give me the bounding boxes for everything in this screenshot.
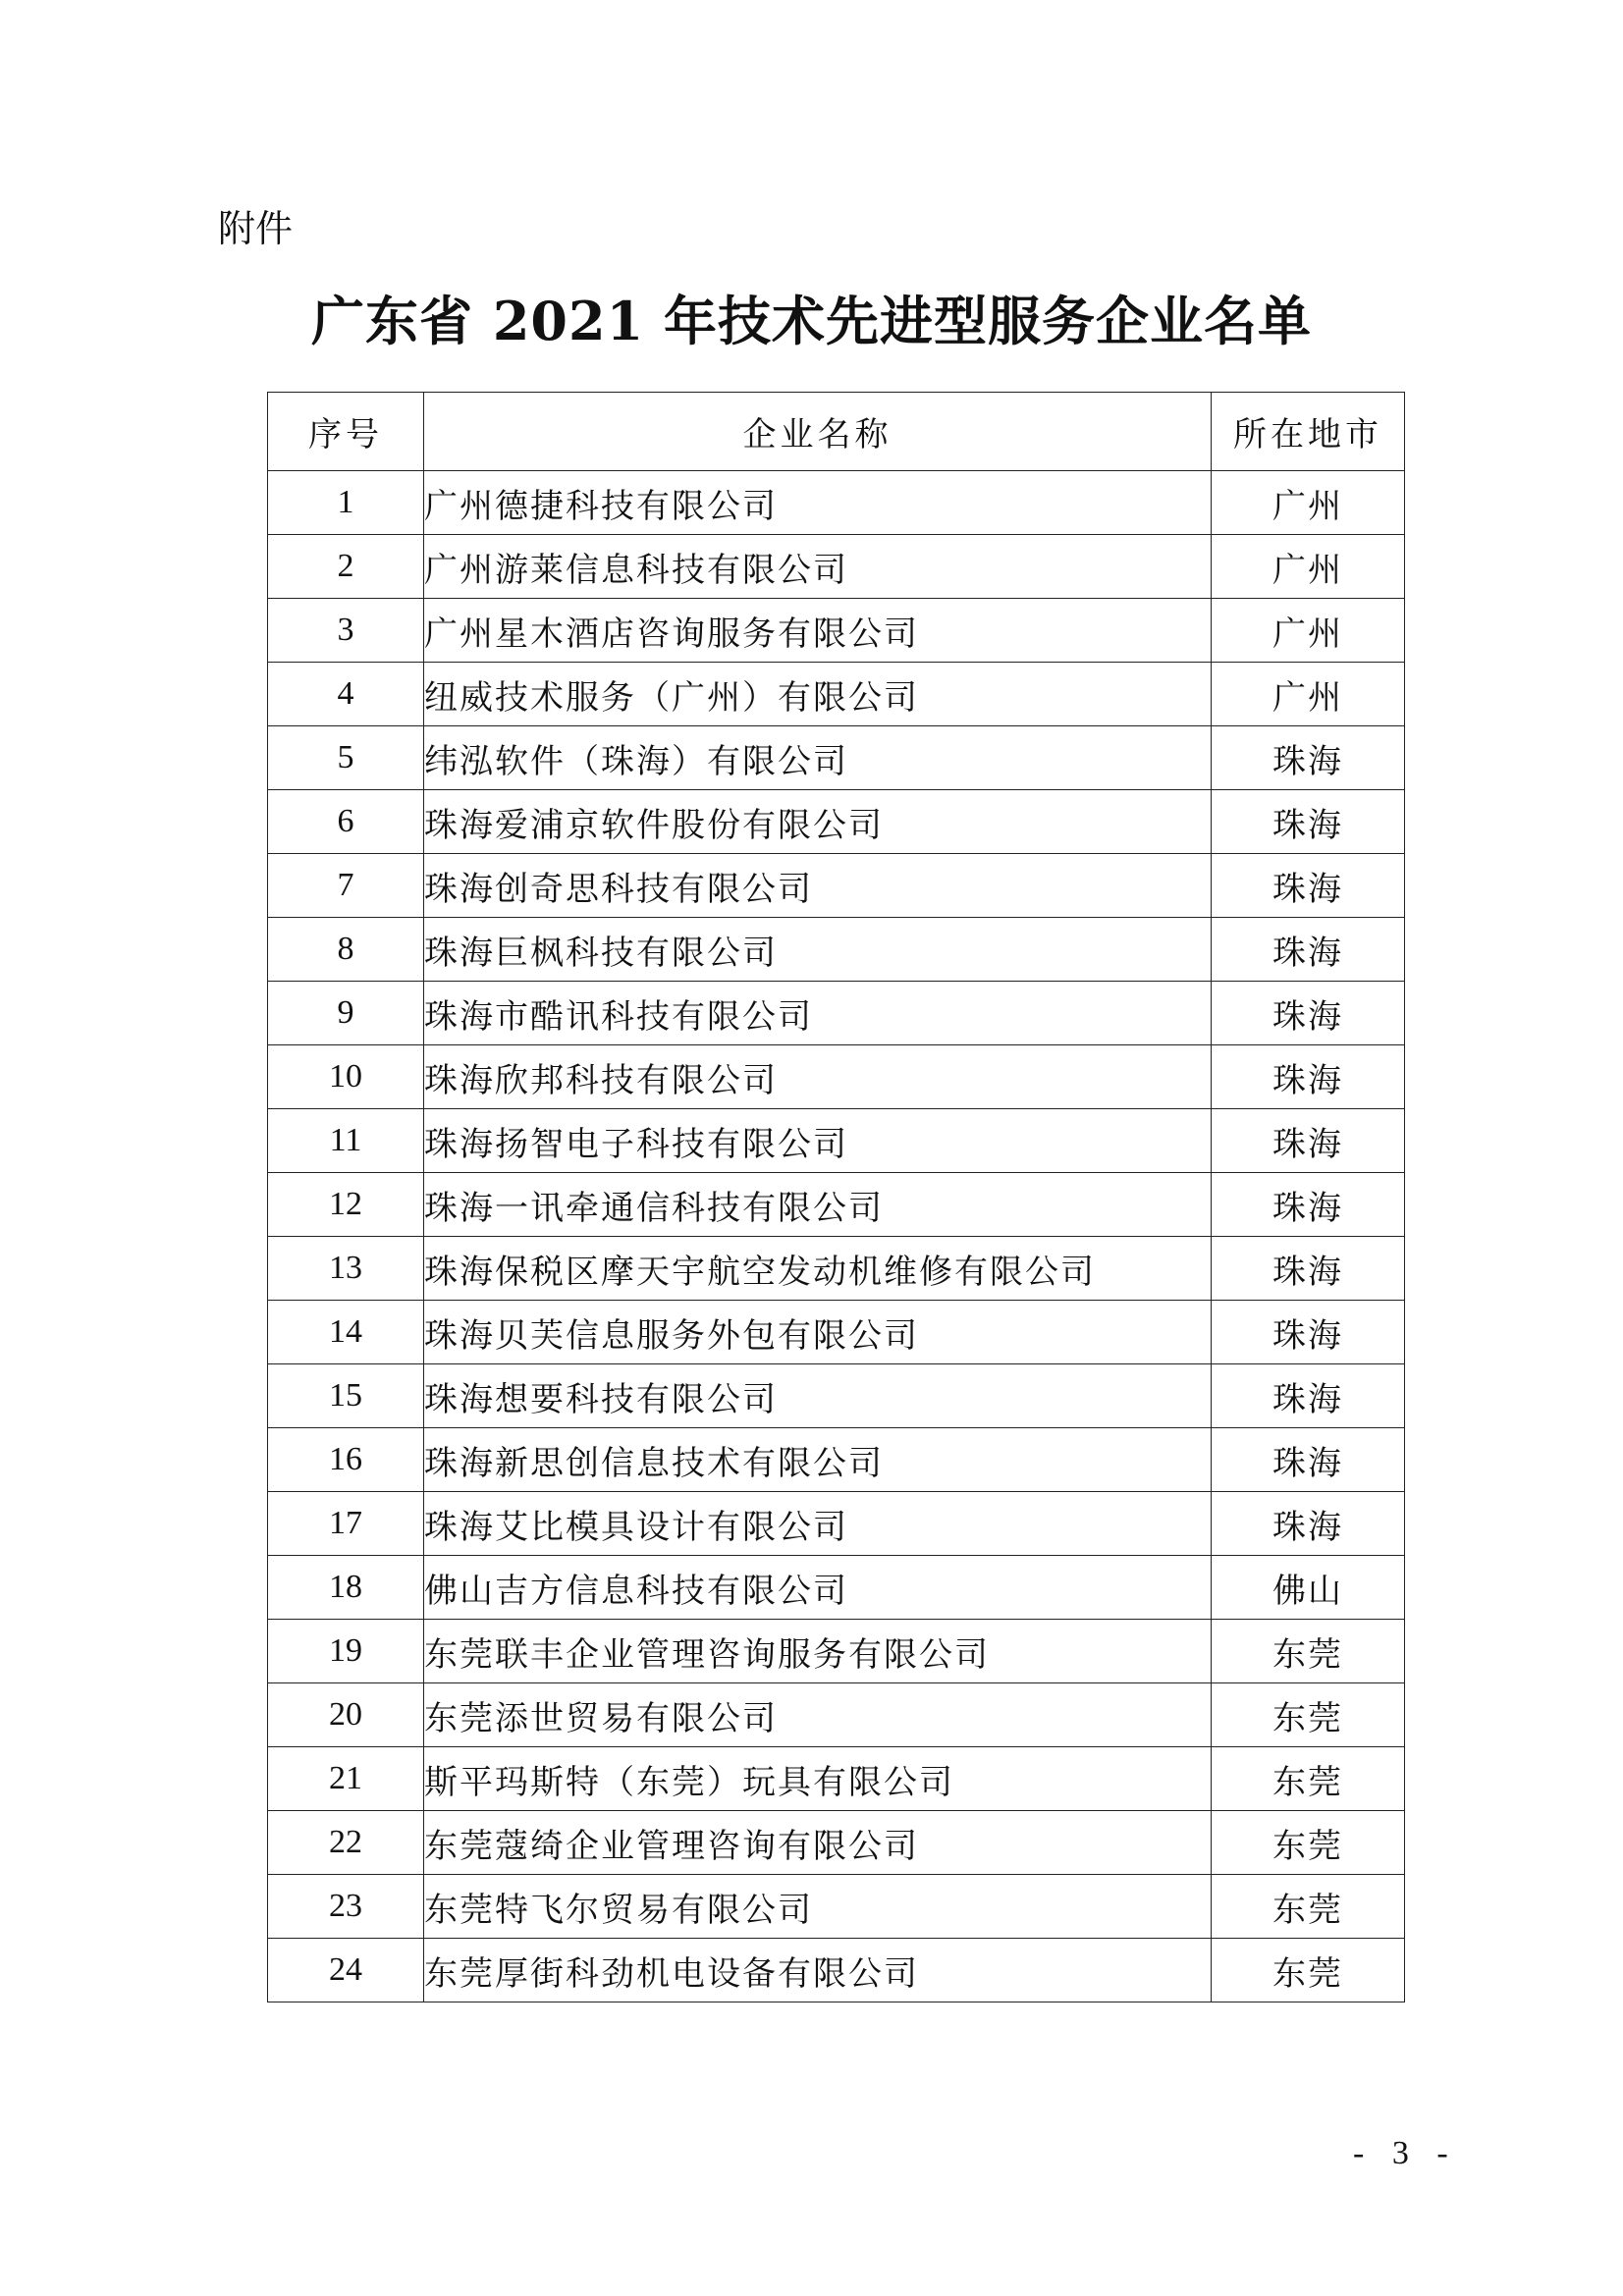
city-cell: 珠海 (1212, 918, 1405, 982)
table-row (268, 1683, 1405, 1747)
city-cell: 佛山 (1212, 1556, 1405, 1620)
seq-cell: 9 (268, 982, 424, 1045)
city-cell: 珠海 (1212, 1492, 1405, 1556)
table-row (268, 918, 1405, 982)
table-row (268, 663, 1405, 726)
table-row (268, 471, 1405, 535)
city-cell: 珠海 (1212, 1428, 1405, 1492)
table-row (268, 1301, 1405, 1364)
enterprise-name-cell: 广州游莱信息科技有限公司 (424, 535, 1212, 599)
enterprise-name-cell: 珠海欣邦科技有限公司 (424, 1045, 1212, 1109)
table-row (268, 599, 1405, 663)
seq-cell: 11 (268, 1109, 424, 1173)
enterprise-name-cell: 东莞特飞尔贸易有限公司 (424, 1875, 1212, 1939)
city-cell: 东莞 (1212, 1620, 1405, 1683)
enterprise-name-cell: 珠海创奇思科技有限公司 (424, 854, 1212, 918)
city-cell: 珠海 (1212, 1364, 1405, 1428)
enterprise-name-cell: 珠海想要科技有限公司 (424, 1364, 1212, 1428)
table-row (268, 1939, 1405, 2002)
table-row (268, 790, 1405, 854)
seq-cell: 20 (268, 1683, 424, 1747)
city-cell: 珠海 (1212, 726, 1405, 790)
enterprise-name-cell: 东莞联丰企业管理咨询服务有限公司 (424, 1620, 1212, 1683)
attachment-label: 附件 (218, 207, 294, 250)
city-cell: 广州 (1212, 599, 1405, 663)
city-cell: 东莞 (1212, 1683, 1405, 1747)
document-title: 广东省 2021 年技术先进型服务企业名单 (311, 290, 1312, 352)
enterprise-name-cell: 佛山吉方信息科技有限公司 (424, 1556, 1212, 1620)
enterprise-name-cell: 珠海贝芙信息服务外包有限公司 (424, 1301, 1212, 1364)
city-cell: 东莞 (1212, 1811, 1405, 1875)
seq-cell: 18 (268, 1556, 424, 1620)
enterprise-table (267, 392, 1405, 2002)
seq-cell: 5 (268, 726, 424, 790)
enterprise-name-cell: 斯平玛斯特（东莞）玩具有限公司 (424, 1747, 1212, 1811)
page-number: - 3 - (1353, 2135, 1458, 2171)
table-row (268, 1556, 1405, 1620)
table-row (268, 854, 1405, 918)
city-cell: 东莞 (1212, 1875, 1405, 1939)
city-cell: 广州 (1212, 663, 1405, 726)
table-row (268, 1364, 1405, 1428)
seq-cell: 23 (268, 1875, 424, 1939)
header-city: 所在地市 (1212, 393, 1405, 471)
city-cell: 珠海 (1212, 1301, 1405, 1364)
table-row (268, 535, 1405, 599)
city-cell: 珠海 (1212, 854, 1405, 918)
seq-cell: 15 (268, 1364, 424, 1428)
enterprise-name-cell: 广州德捷科技有限公司 (424, 471, 1212, 535)
city-cell: 珠海 (1212, 790, 1405, 854)
seq-cell: 12 (268, 1173, 424, 1237)
table-row (268, 1237, 1405, 1301)
seq-cell: 10 (268, 1045, 424, 1109)
enterprise-name-cell: 珠海市酷讯科技有限公司 (424, 982, 1212, 1045)
header-enterprise-name: 企业名称 (424, 393, 1212, 471)
enterprise-name-cell: 东莞厚街科劲机电设备有限公司 (424, 1939, 1212, 2002)
city-cell: 珠海 (1212, 1173, 1405, 1237)
enterprise-name-cell: 纽威技术服务（广州）有限公司 (424, 663, 1212, 726)
enterprise-name-cell: 珠海扬智电子科技有限公司 (424, 1109, 1212, 1173)
table-row (268, 1109, 1405, 1173)
seq-cell: 8 (268, 918, 424, 982)
enterprise-name-cell: 珠海新思创信息技术有限公司 (424, 1428, 1212, 1492)
seq-cell: 4 (268, 663, 424, 726)
seq-cell: 6 (268, 790, 424, 854)
enterprise-name-cell: 东莞添世贸易有限公司 (424, 1683, 1212, 1747)
table-row (268, 1045, 1405, 1109)
seq-cell: 1 (268, 471, 424, 535)
seq-cell: 13 (268, 1237, 424, 1301)
enterprise-name-cell: 珠海保税区摩天宇航空发动机维修有限公司 (424, 1237, 1212, 1301)
enterprise-name-cell: 珠海爱浦京软件股份有限公司 (424, 790, 1212, 854)
table-row (268, 1747, 1405, 1811)
table-row (268, 982, 1405, 1045)
enterprise-name-cell: 珠海一讯牵通信科技有限公司 (424, 1173, 1212, 1237)
enterprise-name-cell: 广州星木酒店咨询服务有限公司 (424, 599, 1212, 663)
city-cell: 广州 (1212, 535, 1405, 599)
city-cell: 珠海 (1212, 982, 1405, 1045)
seq-cell: 19 (268, 1620, 424, 1683)
header-seq: 序号 (268, 393, 424, 471)
seq-cell: 2 (268, 535, 424, 599)
table-header-row (268, 393, 1405, 471)
table-row (268, 726, 1405, 790)
enterprise-name-cell: 东莞蔻绮企业管理咨询有限公司 (424, 1811, 1212, 1875)
city-cell: 珠海 (1212, 1109, 1405, 1173)
seq-cell: 22 (268, 1811, 424, 1875)
enterprise-name-cell: 纬泓软件（珠海）有限公司 (424, 726, 1212, 790)
city-cell: 广州 (1212, 471, 1405, 535)
seq-cell: 17 (268, 1492, 424, 1556)
city-cell: 珠海 (1212, 1237, 1405, 1301)
seq-cell: 14 (268, 1301, 424, 1364)
city-cell: 东莞 (1212, 1747, 1405, 1811)
seq-cell: 24 (268, 1939, 424, 2002)
city-cell: 东莞 (1212, 1939, 1405, 2002)
seq-cell: 7 (268, 854, 424, 918)
seq-cell: 3 (268, 599, 424, 663)
table-row (268, 1811, 1405, 1875)
table-row (268, 1428, 1405, 1492)
table-body (268, 471, 1405, 2002)
table-row (268, 1875, 1405, 1939)
table-row (268, 1492, 1405, 1556)
seq-cell: 16 (268, 1428, 424, 1492)
city-cell: 珠海 (1212, 1045, 1405, 1109)
table-row (268, 1620, 1405, 1683)
enterprise-name-cell: 珠海艾比模具设计有限公司 (424, 1492, 1212, 1556)
enterprise-name-cell: 珠海巨枫科技有限公司 (424, 918, 1212, 982)
table-row (268, 1173, 1405, 1237)
seq-cell: 21 (268, 1747, 424, 1811)
